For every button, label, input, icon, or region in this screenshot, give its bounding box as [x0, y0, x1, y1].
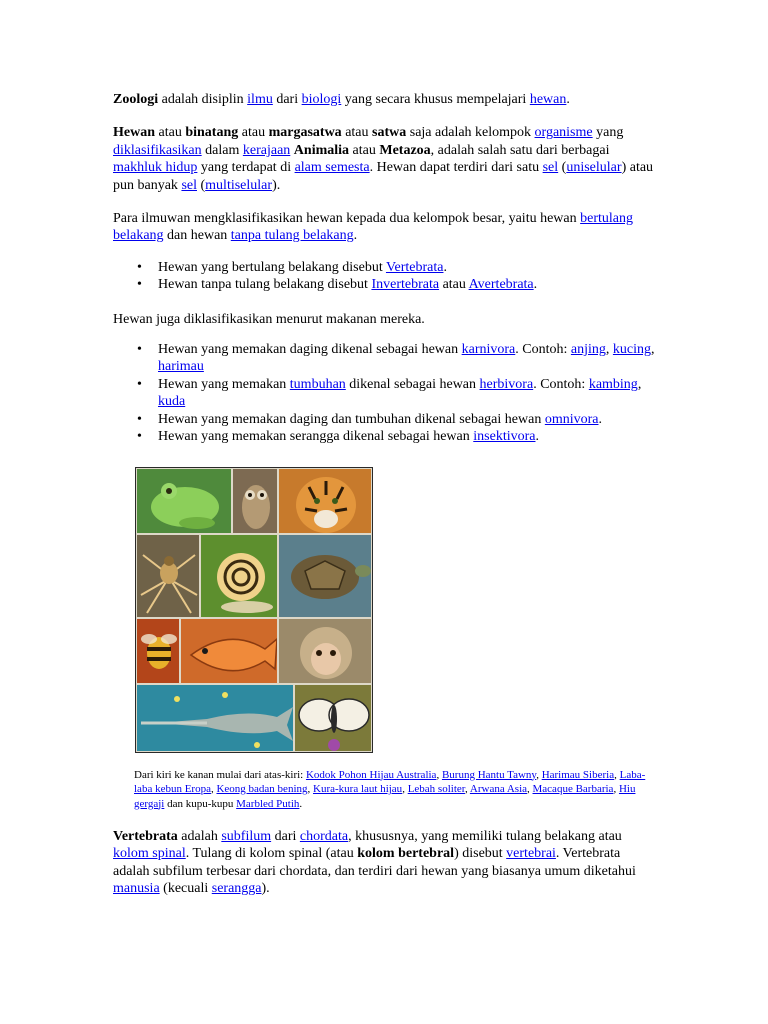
- text: .: [299, 797, 303, 810]
- link-sel[interactable]: sel: [542, 160, 559, 176]
- bold-binatang: binatang: [185, 125, 239, 141]
- link-laba-laba[interactable]: Laba-laba kebun Eropa: [134, 768, 646, 795]
- text: . Hewan dapat terdiri dari satu: [369, 160, 543, 176]
- spider-photo: [136, 534, 200, 618]
- bold-vertebrata: Vertebrata: [113, 829, 178, 844]
- bold-metazoa: Metazoa: [379, 142, 431, 158]
- bold-animalia: Animalia: [293, 142, 350, 158]
- snail-photo: [200, 534, 278, 618]
- link-sel[interactable]: sel: [181, 177, 197, 193]
- link-subfilum[interactable]: subfilum: [221, 829, 272, 844]
- definition-paragraph: [113, 124, 658, 194]
- text: ,: [307, 783, 313, 795]
- link-kerajaan[interactable]: kerajaan: [242, 142, 291, 158]
- text: ,: [210, 783, 217, 795]
- link-kura-kura[interactable]: Kura-kura laut hijau: [313, 783, 403, 795]
- text: . Contoh:: [515, 342, 571, 358]
- text: , khususnya, yang memiliki tulang belakang atau: [348, 829, 622, 844]
- animal-collage: [135, 467, 373, 753]
- text: Hewan yang memakan serangga dikenal sebagai hewan: [158, 429, 474, 445]
- snail-icon: [201, 535, 278, 618]
- sawfish-photo: [136, 684, 294, 752]
- link-keong[interactable]: Keong badan bening: [216, 783, 308, 795]
- link-kodok-pohon[interactable]: Kodok Pohon Hijau Australia: [305, 768, 437, 781]
- link-omnivora[interactable]: omnivora: [544, 411, 599, 427]
- link-alam-semesta[interactable]: alam semesta: [294, 160, 370, 176]
- diet-list: [113, 341, 658, 445]
- list-item: [158, 411, 658, 428]
- link-serangga[interactable]: serangga: [211, 881, 262, 897]
- text: dan kupu-kupu: [164, 797, 237, 810]
- link-invertebrata[interactable]: Invertebrata: [371, 277, 440, 293]
- link-insektivora[interactable]: insektivora: [473, 429, 536, 445]
- text: (kecuali: [159, 881, 212, 897]
- term-zoologi: Zoologi: [113, 92, 159, 107]
- text: adalah disiplin: [158, 92, 248, 107]
- turtle-photo: [278, 534, 372, 618]
- link-kambing[interactable]: kambing: [588, 376, 638, 392]
- shark-icon: [137, 685, 294, 752]
- vertebrate-list: [113, 259, 658, 294]
- bold-satwa: satwa: [372, 125, 407, 141]
- text: atau: [439, 277, 469, 293]
- link-bertulang-belakang[interactable]: bertulang belakang: [113, 211, 634, 244]
- text: . Vertebrata adalah subfilum terbesar dari chordata, dan terdiri dari hewan yang biasanya umum diketahui: [113, 846, 636, 879]
- link-vertebrai[interactable]: vertebrai: [506, 846, 556, 862]
- link-harimau-siberia[interactable]: Harimau Siberia: [541, 768, 615, 781]
- text: adalah: [177, 829, 222, 844]
- butterfly-photo: [294, 684, 372, 752]
- text: atau: [349, 142, 380, 158]
- bold-kolom-bertebral: kolom bertebral: [357, 846, 455, 862]
- diet-paragraph: Hewan juga diklasifikasikan menurut makanan mereka.: [113, 311, 425, 327]
- link-arwana[interactable]: Arwana Asia: [469, 783, 528, 795]
- bee-icon: [137, 619, 180, 684]
- link-harimau[interactable]: harimau: [158, 359, 204, 375]
- turtle-icon: [279, 535, 372, 618]
- arowana-photo: [180, 618, 278, 684]
- tiger-photo: [278, 468, 372, 534]
- link-manusia[interactable]: manusia: [113, 881, 160, 897]
- list-item: [158, 376, 658, 411]
- text: ) atau pun banyak: [113, 160, 654, 193]
- text: ).: [272, 177, 281, 193]
- owl-photo: [232, 468, 278, 534]
- text: ,: [402, 783, 408, 795]
- text: ,: [605, 342, 613, 358]
- link-macaque[interactable]: Macaque Barbaria: [532, 783, 614, 795]
- list-item: [158, 341, 658, 376]
- link-vertebrata[interactable]: Vertebrata: [385, 259, 444, 275]
- text: .: [598, 411, 602, 427]
- text: . Contoh:: [533, 376, 589, 392]
- link-kucing[interactable]: kucing: [612, 342, 652, 358]
- text: Hewan yang bertulang belakang disebut: [158, 259, 386, 275]
- text: Hewan yang memakan daging dikenal sebagai hewan: [158, 342, 462, 358]
- text: (: [197, 177, 206, 193]
- text: dan hewan: [163, 228, 231, 244]
- link-herbivora[interactable]: herbivora: [479, 376, 534, 392]
- text: ).: [261, 881, 270, 897]
- text: Hewan yang memakan daging dan tumbuhan dikenal sebagai hewan: [158, 411, 545, 427]
- text: ,: [436, 768, 442, 781]
- document-body: [113, 91, 658, 898]
- text: ,: [637, 376, 642, 392]
- link-uniselular[interactable]: uniselular: [566, 160, 622, 176]
- spider-icon: [137, 535, 200, 618]
- text: , adalah salah satu dari berbagai: [430, 142, 610, 158]
- bold-margasatwa: margasatwa: [268, 125, 342, 141]
- vertebrata-paragraph: [113, 828, 658, 898]
- frog-icon: [137, 469, 232, 534]
- classification-paragraph: [113, 210, 658, 245]
- text: atau: [341, 125, 373, 141]
- list-item: [158, 428, 658, 445]
- link-kuda[interactable]: kuda: [158, 394, 186, 410]
- text: .: [443, 259, 447, 275]
- text: .: [566, 92, 570, 107]
- text: yang secara khusus mempelajari: [341, 92, 530, 107]
- text: Dari kiri ke kanan mulai dari atas-kiri:: [134, 768, 306, 781]
- text: .: [353, 228, 358, 244]
- list-item: [158, 276, 658, 293]
- link-avertebrata[interactable]: Avertebrata: [468, 277, 534, 293]
- link-makhluk-hidup[interactable]: makhluk hidup: [113, 160, 198, 176]
- text: Hewan yang memakan: [158, 376, 290, 392]
- text: Hewan tanpa tulang belakang disebut: [158, 277, 372, 293]
- link-tanpa-tulang-belakang[interactable]: tanpa tulang belakang: [230, 228, 354, 244]
- frog-photo: [136, 468, 232, 534]
- link-organisme[interactable]: organisme: [534, 125, 593, 141]
- text: dikenal sebagai hewan: [345, 376, 480, 392]
- link-burung-hantu[interactable]: Burung Hantu Tawny: [441, 768, 537, 781]
- text: dari: [272, 92, 302, 107]
- text: atau: [155, 125, 186, 141]
- text: yang terdapat di: [197, 160, 295, 176]
- text: atau: [238, 125, 269, 141]
- link-hiu-gergaji[interactable]: Hiu gergaji: [134, 783, 636, 810]
- text: yang: [592, 125, 624, 141]
- collage-caption: [134, 768, 654, 812]
- link-karnivora[interactable]: karnivora: [461, 342, 516, 358]
- text: . Tulang di kolom spinal (atau: [185, 846, 358, 862]
- link-hewan[interactable]: hewan: [529, 92, 567, 107]
- link-marbled-putih[interactable]: Marbled Putih: [236, 797, 300, 810]
- text: .: [533, 277, 538, 293]
- text: ,: [536, 768, 542, 781]
- text: ) disebut: [454, 846, 507, 862]
- butterfly-icon: [295, 685, 372, 752]
- link-kolom-spinal[interactable]: kolom spinal: [113, 846, 186, 862]
- link-chordata[interactable]: chordata: [299, 829, 349, 844]
- text: ,: [527, 783, 533, 795]
- text: ,: [651, 342, 655, 358]
- link-multiselular[interactable]: multiselular: [205, 177, 273, 193]
- text: saja adalah kelompok: [406, 125, 535, 141]
- text: ,: [614, 768, 620, 781]
- text: dalam: [201, 142, 243, 158]
- macaque-photo: [278, 618, 372, 684]
- tiger-icon: [279, 469, 372, 534]
- link-ilmu[interactable]: ilmu: [247, 92, 273, 107]
- text: Para ilmuwan mengklasifikasikan hewan kepada dua kelompok besar, yaitu hewan: [113, 211, 581, 227]
- text: ,: [464, 783, 470, 795]
- intro-paragraph: [113, 91, 658, 108]
- bee-photo: [136, 618, 180, 684]
- fish-icon: [181, 619, 278, 684]
- link-diklasifikasikan[interactable]: diklasifikasikan: [113, 142, 202, 158]
- bold-hewan: Hewan: [113, 125, 155, 141]
- link-anjing[interactable]: anjing: [570, 342, 606, 358]
- list-item: [158, 259, 658, 276]
- text: ,: [613, 783, 619, 795]
- text: .: [535, 429, 539, 445]
- link-biologi[interactable]: biologi: [301, 92, 342, 107]
- text: (: [558, 160, 567, 176]
- monkey-icon: [279, 619, 372, 684]
- link-tumbuhan[interactable]: tumbuhan: [289, 376, 346, 392]
- text: dari: [271, 829, 300, 844]
- link-lebah[interactable]: Lebah soliter: [407, 783, 465, 795]
- owl-icon: [233, 469, 278, 534]
